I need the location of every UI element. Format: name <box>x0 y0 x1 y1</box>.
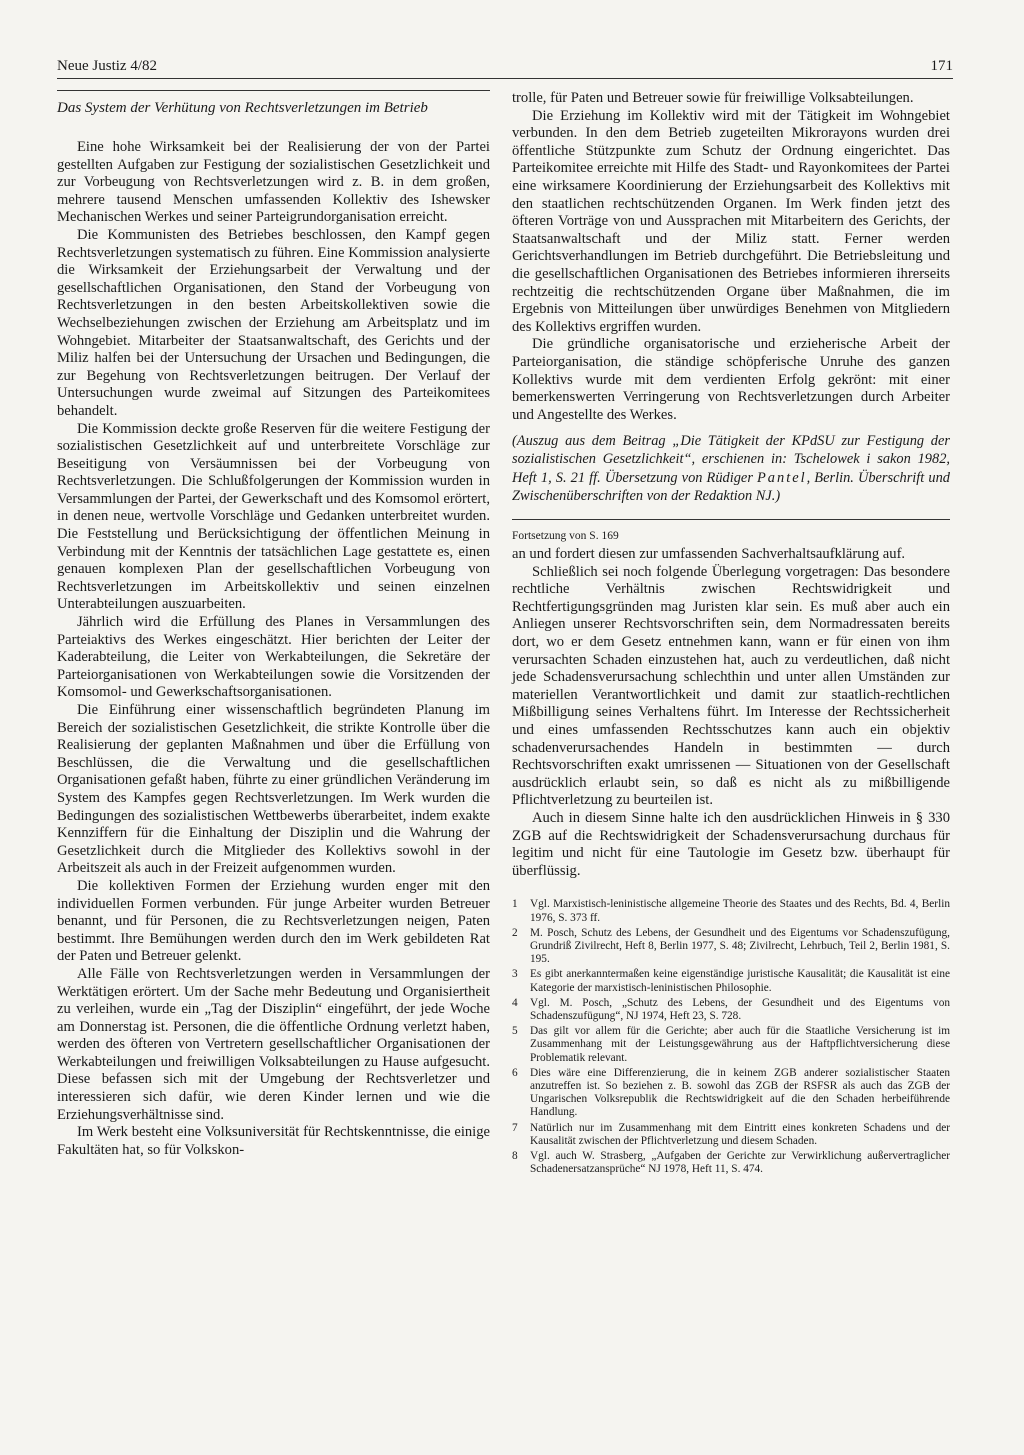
body-paragraph: Eine hohe Wirksamkeit bei der Realisierung der von der Partei gestellten Aufgaben zur Festigung der sozialistischen Gesetzlichkeit und zur Vorbeugung von Rechtsverletzungen wird z. B. in dem großen, mehrere tausend Menschen umfassenden Kollektiv des Ishewsker Mechanischen Werkes und seiner Parteigrundorganisation erreicht. <box>57 139 490 226</box>
source-note-text-end: , Berlin. Überschrift und Zwischenüberschriften von der Redaktion NJ.) <box>512 469 950 504</box>
footnote-text: Das gilt vor allem für die Gerichte; aber auch für die Staatliche Versicherung ist im Zusammenhang mit der Leistungsgewährung aus der Haftpflichtversicherung diese Problematik relevant. <box>530 1025 950 1064</box>
footnote <box>512 898 950 924</box>
footnote-number: 6 <box>512 1066 518 1079</box>
continuation-label: Fortsetzung von S. 169 <box>512 530 619 543</box>
body-paragraph: Schließlich sei noch folgende Überlegung vorgetragen: Das besondere rechtliche Verhältnis zwischen Rechtswidrigkeit und Rechtfertigungsgründen mag Juristen klar sein. Es muß aber auch ein Anliegen unserer Rechtsvorschriften sein, dem Normadressaten bereits dort, wo er dem Gesetz entnehmen kann, wann er für einen von ihm verursachten Schaden einzustehen hat, auch zu verdeutlichen, daß nicht jede Schadensverursachung schlechthin und unter allen Umständen zur materiellen Verantwortlichkeit und damit zur staatlich-rechtlichen Mißbilligung seines Verhaltens führt. Im Interesse der Rechtssicherheit und eines umfassenden Rechtsschutzes kann auch ein objektiv schadenverursachendes Handeln in bestimmten — durch Rechtsvorschriften exakt umrissenen — Situationen von der Gesellschaft ausdrücklich erlaubt sein, so daß es nicht als zu mißbilligende Pflichtverletzung zu beurteilen ist. <box>512 563 950 809</box>
body-paragraph: Die gründliche organisatorische und erzieherische Arbeit der Parteiorganisation, die ständige schöpferische Unruhe des ganzen Kollektivs wurde mit dem verdienten Erfolg gekrönt: mit einer bemerkenswerten Verringerung von Rechtsverletzungen durch Arbeiter und Angestellte des Werkes. <box>512 336 950 423</box>
source-note-text: (Auszug aus dem Beitrag „Die Tätigkeit der KPdSU zur Festigung der sozialistischen Gesetzlichkeit“, erschienen in: Tschelowek i sakon 1982, Heft 1, S. 21 ff. Übersetzung von Rüdiger <box>512 433 950 486</box>
body-paragraph: Im Werk besteht eine Volksuniversität für Rechtskenntnisse, die einige Fakultäten hat, so für Volkskon- <box>57 1124 490 1158</box>
footnote-text: M. Posch, Schutz des Lebens, der Gesundheit und des Eigentums vor Schadenszufügung, Grundriß Zivilrecht, Heft 8, Berlin 1977, S. 48; Zivilrecht, Lehrbuch, Teil 2, Berlin 1981, S. 195. <box>530 926 950 966</box>
body-paragraph: Die Erziehung im Kollektiv wird mit der Tätigkeit im Wohngebiet verbunden. In den dem Betrieb zugeteilten Mikrorayons wurden drei öffentliche Stützpunkte zum Schutz der Ordnung eingerichtet. Das Parteikomitee erreichte mit Hilfe des Stadt- und Rayonkomitees der Partei eine wirksamere Koordinierung der Erziehungsarbeit des Kollektivs mit den staatlichen rechtschützenden Organen. Im Werk finden jetzt des öfteren Vorträge von und Aussprachen mit Mitarbeitern des Gerichts, der Staatsanwaltschaft und der Miliz statt. Ferner werden Gerichtsverhandlungen im Betrieb durchgeführt. Die Betriebsleitung und die gesellschaftlichen Organisationen des Betriebes informieren ihrerseits rechtzeitig die rechtschützenden Organe über Maßnahmen, die im Ergebnis von Mitteilungen über unwürdiges Benehmen von Mitgliedern des Kollektivs ergriffen wurden. <box>512 107 950 335</box>
section-rule <box>57 90 490 91</box>
footnote <box>512 968 950 994</box>
body-paragraph: Jährlich wird die Erfüllung des Planes in Versammlungen des Parteiaktivs des Werkes eingeschätzt. Hier berichten der Leiter der Kaderabteilung, die Leiter von Werkabteilungen, die Sekretäre der Parteiorganisationen von Werkabteilungen sowie die Vorsitzenden der Komsomol- und Gewerkschaftsorganisationen. <box>57 614 490 701</box>
body-paragraph: Die Kommission deckte große Reserven für die weitere Festigung der sozialistischen Gesetzlichkeit auf und unterbreitete Vorschläge zur Beseitigung von Versäumnissen bei der Vorbeugung von Rechtsverletzungen. Die Schlußfolgerungen der Kommission wurden in Versammlungen der Partei, der Gewerkschaft und des Komsomol erörtert, in denen neue, wertvolle Vorschläge und Gedanken unterbreitet wurden. Die Feststellung und Berücksichtigung der öffentlichen Meinung in Verbindung mit der Kenntnis der tatsächlichen Lage gestattete es, einen genauen komplexen Plan der gesellschaftlichen Vorbeugung von Rechtsverletzungen im Arbeitskollektiv und seinen einzelnen Unterabteilungen auszuarbeiten. <box>57 420 490 613</box>
footnote-number: 2 <box>512 926 518 939</box>
footnote <box>512 1067 950 1120</box>
translator-name: Pantel <box>757 469 807 486</box>
footnote-number: 1 <box>512 898 518 911</box>
footnote <box>512 1025 950 1065</box>
footnote <box>512 1122 950 1148</box>
footnote-text: Dies wäre eine Differenzierung, die in keinem ZGB anderer sozialistischer Staaten anzutreffen ist. So beziehen z. B. sowohl das ZGB der RSFSR als auch das ZGB der Ungarischen Volksrepublik die Rechtswidrigkeit auf die den Schaden herbeiführende Handlung. <box>530 1066 950 1119</box>
footnote-text: Vgl. M. Posch, „Schutz des Lebens, der Gesundheit und des Eigentums von Schadenszufügung“, NJ 1974, Heft 23, S. 728. <box>530 996 950 1022</box>
footnote-number: 3 <box>512 968 518 981</box>
body-paragraph: Die Kommunisten des Betriebes beschlossen, den Kampf gegen Rechtsverletzungen systematisch zu führen. Eine Kommission analysierte die Wirksamkeit der Erziehungsarbeit der Verwaltung und der gesellschaftlichen Organisationen, den Stand der Vorbeugung von Rechtsverletzungen in den besten Arbeitskollektiven sowie die Wechselbeziehungen zwischen der Erziehung am Arbeitsplatz und im Wohngebiet. Mitarbeiter der Staatsanwaltschaft, des Gerichts und der Miliz halfen bei der Untersuchung der Ursachen und Bedingungen, die zur Begehung von Rechtsverletzungen beitrugen. Der Verlauf der Untersuchungen wurde zweimal auf Sitzungen des Parteikomitees behandelt. <box>57 226 490 419</box>
continuation-rule <box>512 519 950 520</box>
footnote <box>512 927 950 967</box>
body-paragraph: Alle Fälle von Rechtsverletzungen werden in Versammlungen der Werktätigen erörtert. Um der Sache mehr Bedeutung und Organisiertheit zu verleihen, wurde ein „Tag der Disziplin“ eingeführt, der jede Woche am Donnerstag ist. Personen, die die öffentliche Ordnung verletzt haben, werden des öfteren von Vertretern gesellschaftlicher Organisationen der Werkabteilungen und freiwilligen Volksabteilungen zu Hause aufgesucht. Diese befassen sich mit der Umgebung der Rechtsverletzer und interessieren sich dafür, wie deren Kinder lernen und wie die Erziehungsverhältnisse sind. <box>57 965 490 1123</box>
page-number: 171 <box>930 58 953 74</box>
body-paragraph: an und fordert diesen zur umfassenden Sachverhaltsaufklärung auf. <box>512 546 906 563</box>
body-paragraph: Auch in diesem Sinne halte ich den ausdrücklichen Hinweis in § 330 ZGB auf die Rechtswidrigkeit der Schadensverursachung durchaus für legitim und nicht für eine Tautologie im Gesetz bzw. überhaupt für überflüssig. <box>512 810 950 879</box>
page-header <box>57 54 953 79</box>
footnote-number: 5 <box>512 1025 518 1038</box>
body-paragraph: Die kollektiven Formen der Erziehung wurden enger mit den individuellen Formen verbunden. Für junge Arbeiter wurden Betreuer benannt, und für Personen, die zu Rechtsverletzungen neigen, Paten bestimmt. Ihre Bemühungen werden durch den im Werk gebildeten Rat der Paten und Betreuer gelenkt. <box>57 877 490 965</box>
footnote-number: 8 <box>512 1150 518 1163</box>
footnote-number: 7 <box>512 1121 518 1134</box>
footnotes <box>512 898 950 1176</box>
footnote <box>512 1150 950 1176</box>
footnote-number: 4 <box>512 996 518 1009</box>
left-column <box>57 90 490 1159</box>
footnote <box>512 997 950 1023</box>
body-paragraph: Die Einführung einer wissenschaftlich begründeten Planung im Bereich der sozialistischen Gesetzlichkeit, die strikte Kontrolle über die Realisierung der geplanten Maßnahmen und über die Erfüllung von Beschlüssen, die die Verwaltung und die gesellschaftlichen Organisationen gefaßt haben, führte zu einer gründlichen Veränderung im System des Kampfes gegen Rechtsverletzungen. Im Werk wurden die Bedingungen des sozialistischen Wettbewerbs überarbeitet, indem exakte Kennziffern für die Einhaltung der Disziplin und die Wahrung der Gesetzlichkeit durch die Mitglieder des Kollektivs sowohl in der Arbeitszeit als auch in der Freizeit aufgenommen wurden. <box>57 702 490 877</box>
footnote-text: Natürlich nur im Zusammenhang mit dem Eintritt eines konkreten Schadens und der Kausalität zwischen der Pflichtverletzung und diesem Schaden. <box>530 1121 950 1147</box>
footnote-text: Es gibt anerkanntermaßen keine eigenständige juristische Kausalität; die Kausalität ist eine Kategorie der marxistisch-leninistischen Philosophie. <box>530 968 950 994</box>
body-paragraph: trolle, für Paten und Betreuer sowie für freiwillige Volksabteilungen. <box>512 90 914 106</box>
footnote-text: Vgl. auch W. Strasberg, „Aufgaben der Gerichte zur Verwirklichung außervertraglicher Schadenersatzansprüche“ NJ 1978, Heft 11, S. 474. <box>530 1150 950 1176</box>
source-note <box>512 432 950 505</box>
right-column <box>512 90 950 1178</box>
journal-issue: Neue Justiz 4/82 <box>57 58 157 74</box>
footnote-text: Vgl. Marxistisch-leninistische allgemeine Theorie des Staates und des Rechts, Bd. 4, Berlin 1976, S. 373 ff. <box>530 898 950 924</box>
section-title: Das System der Verhütung von Rechtsverletzungen im Betrieb <box>57 100 428 116</box>
